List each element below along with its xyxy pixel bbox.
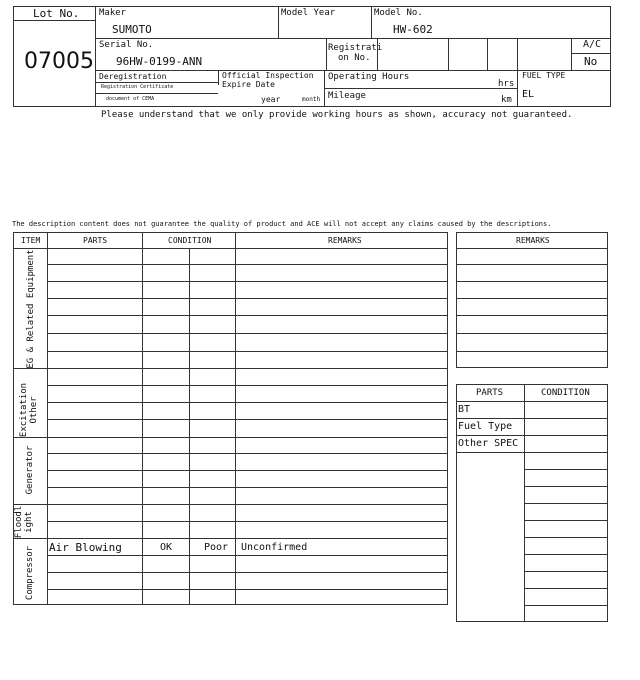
dereg-label: Deregistration	[99, 72, 167, 81]
col-parts-header: PARTS	[83, 236, 108, 245]
section-compressor: Compressor	[25, 545, 35, 601]
excitation-line-2: Other	[29, 396, 39, 424]
year-label: year	[261, 95, 281, 104]
disclaimer-text: The description content does not guarantee the quality of product and ACE will not accept any claims caused by the descriptions.	[12, 220, 552, 228]
accuracy-notice: Please understand that we only provide working hours as shown, accuracy not guaranteed.	[101, 110, 573, 120]
registration-label-1: Registrati	[328, 43, 383, 53]
right-remarks-frame	[456, 232, 608, 368]
right-part-bt: BT	[458, 404, 471, 415]
fuel-type-label: FUEL TYPE	[522, 71, 566, 80]
excitation-line-1: Excitation	[19, 382, 29, 438]
condition-poor: Poor	[204, 542, 229, 553]
maker-label: Maker	[99, 8, 127, 18]
serial-label: Serial No.	[99, 40, 154, 50]
maker-value: SUMOTO	[112, 23, 152, 36]
registration-label-2: on No.	[338, 53, 371, 63]
lot-label: Lot No.	[33, 7, 80, 20]
model-no-value: HW-602	[393, 23, 433, 36]
col-remarks-header: REMARKS	[328, 236, 362, 245]
fuel-type-value: EL	[522, 89, 535, 100]
right-part-other-spec: Other SPEC	[458, 438, 519, 449]
section-eg-related-equipment: EG & Related Equipment	[26, 249, 36, 369]
condition-unconfirmed: Unconfirmed	[241, 542, 308, 553]
serial-value: 96HW-0199-ANN	[116, 55, 203, 68]
model-year-label: Model Year	[281, 8, 336, 18]
official-label-1: Official Inspection	[222, 71, 314, 80]
right-remarks-header: REMARKS	[516, 236, 550, 245]
col-item-header: ITEM	[21, 236, 41, 245]
model-no-label: Model No.	[374, 8, 423, 18]
part-air-blowing: Air Blowing	[49, 541, 122, 554]
cema-label: document of CEMA	[106, 96, 155, 102]
ac-value: No	[584, 55, 598, 68]
condition-ok: OK	[160, 542, 173, 553]
mileage-label: Mileage	[328, 91, 366, 101]
km-label: km	[501, 95, 512, 105]
right-condition-header: CONDITION	[541, 388, 590, 398]
right-parts-header: PARTS	[476, 388, 504, 398]
official-label-2: Expire Date	[222, 80, 275, 89]
ac-label: A/C	[583, 39, 602, 50]
lot-number: 07005	[24, 49, 94, 74]
month-label: month	[302, 96, 321, 103]
hrs-label: hrs	[498, 79, 515, 89]
operating-hours-label: Operating Hours	[328, 72, 410, 82]
floodlight-line-2: ight	[24, 511, 34, 533]
floodlight-line-1: Floodl	[14, 505, 24, 539]
right-part-fuel-type: Fuel Type	[458, 421, 513, 432]
reg-cert-label: Registration Certificate	[101, 84, 174, 90]
col-condition-header: CONDITION	[168, 236, 212, 245]
section-generator: Generator	[25, 445, 35, 495]
